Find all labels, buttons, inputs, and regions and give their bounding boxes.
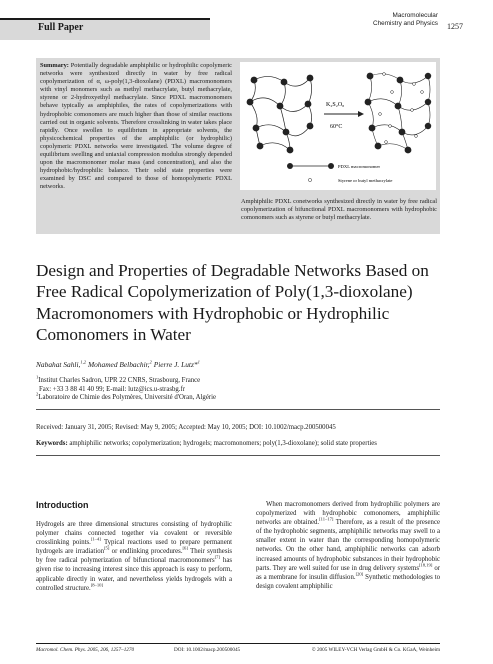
- page-number: 1257: [447, 22, 463, 31]
- keywords: [36, 440, 456, 447]
- introduction-left-column: [36, 520, 232, 593]
- footer-rule: [36, 643, 440, 644]
- affiliation-fax: Fax: +33 3 88 41 40 99; E-mail: lutz@ics.u-strasbg.fr: [39, 385, 186, 393]
- intro-text-3: or endlinking procedures.: [109, 548, 183, 556]
- reagent-label: K₂S₂O₈: [326, 102, 345, 108]
- legend-node-left: [287, 163, 293, 169]
- network-scheme-figure: [240, 62, 436, 190]
- keywords-list: amphiphilic networks; copolymerization; hydrogels; macromonomers; poly(1,3-dioxolane); solid state properties: [67, 440, 377, 447]
- affiliation-2: [36, 391, 456, 403]
- left-network-nodes: [247, 75, 314, 154]
- intro-ref-5: [8–10]: [90, 582, 103, 588]
- summary-text: [40, 62, 232, 192]
- author-3-affil: 1: [197, 359, 200, 365]
- author-list: [36, 360, 456, 369]
- legend-comonomer-dot: [308, 178, 311, 181]
- intro-text-1: Hydrogels are three dimensional structures consisting of hydrophilic polymer chains connected together via covalent or reversible crosslinking points.: [36, 521, 232, 547]
- author-2: Mohamed Belbachir,: [86, 360, 150, 369]
- article-title: Design and Properties of Degradable Networks Based on Free Radical Copolymerization of Poly(1,3-dioxolane) Macromonomers with Hydrophobic or Hydrophilic Comonomers in Water: [36, 261, 429, 345]
- reaction-arrow: [324, 102, 364, 130]
- section-label: Full Paper: [38, 22, 84, 33]
- graphical-abstract: [240, 62, 436, 190]
- intro-right-ref-1: [11–17]: [319, 516, 334, 522]
- intro-ref-1: [1–4]: [90, 536, 101, 542]
- journal-name-line1: Macromolecular: [392, 12, 438, 19]
- affiliation-1-num: 1: [36, 374, 39, 380]
- received-dates: Received: January 31, 2005; Revised: May 9, 2005; Accepted: May 10, 2005; DOI: 10.1002/macp.200500045: [36, 424, 336, 431]
- intro-text-4: Their synthesis by free radical polymerization of bifunctional macromonomers: [36, 548, 233, 565]
- journal-name: [300, 12, 438, 28]
- intro-right-text-3: or as a membrane for insulin diffusion.: [256, 564, 440, 581]
- keywords-label: Keywords:: [36, 440, 68, 447]
- summary-label: Summary:: [40, 62, 69, 69]
- affiliation-1: [36, 374, 456, 386]
- page-header: [0, 0, 493, 46]
- intro-ref-3: [6]: [182, 546, 188, 552]
- footer-doi: DOI: 10.1002/macp.200500045: [174, 647, 241, 653]
- intro-text-2: Typical reactions used to prepare permanent hydrogels are irradiation: [36, 539, 232, 556]
- figure-legend: [287, 163, 392, 183]
- intro-right-text-1: When macromonomers derived from hydrophilic polymers are copolymerized with hydrophobic comonomers, amphiphilic networks are obtained.: [256, 501, 440, 527]
- legend-comonomer-label: Styrene or butyl methacrylate: [338, 178, 393, 183]
- intro-right-text-2: Therefore, as a result of the presence of the hydrophobic segments, amphiphilic networks may swell to a smaller extent in water than the corresponding homopolymeric networks. On the other hand, amphiphilic networks can adsorb increased amounts of hydrophobic substances in their hydrophobic parts. They are well suited for use in drug delivery systems: [256, 519, 440, 572]
- intro-ref-4: [7]: [214, 555, 221, 561]
- legend-node-right: [328, 163, 334, 169]
- legend-macromonomer-label: PDXL macromonomer: [338, 164, 381, 169]
- intro-ref-2: [5]: [104, 546, 110, 552]
- footer-citation: Macromol. Chem. Phys. 2005, 206, 1257–1270: [36, 647, 135, 653]
- intro-right-text-4: Synthetic methodologies to design covalent amphiphilic: [256, 573, 440, 590]
- intro-text-5: has given rise to increasing interest since this approach is easy to perform, applicable directly in water, and nevertheless yields hydrogels with a controlled structure.: [36, 557, 232, 592]
- affiliations: [36, 374, 456, 403]
- introduction-right-column: [256, 500, 440, 591]
- intro-right-ref-2: [18,19]: [418, 562, 433, 568]
- temperature-label: 60°C: [330, 124, 343, 130]
- graphical-abstract-caption: Amphiphilic PDXL conetworks synthesized directly in water by free radical copolymerization of bifunctional PDXL macromonomers with hydrophobic comonomers such as styrene or butyl methacrylate.: [241, 198, 437, 222]
- intro-right-ref-3: [20]: [355, 571, 364, 577]
- divider-top: [36, 409, 440, 410]
- introduction-heading: Introduction: [36, 500, 89, 510]
- divider-bottom: [36, 455, 440, 456]
- right-network-nodes: [365, 73, 432, 154]
- affiliation-2-num: 2: [36, 391, 39, 397]
- intro-right-paragraph: [256, 500, 440, 591]
- summary-body: Potentially degradable amphiphilic or hydrophilic copolymeric networks were synthesized directly in water by free radical copolymerization of α, ω-poly(1,3-dioxolane) (PDXL) macromonomers with vinyl monomers such as methyl methacrylate, butyl methacrylate, styrene or 2-hydroxyethyl methacrylate. Since PDXL macromonomers behave typically as amphiphiles, the rates of copolymerizations with hydrophobic comonomers are much higher than those of similar reactions carried out in organic solvents. Therefore crosslinking in water takes place rapidly. Once swollen to equilibrium in appropriate solvents, the physicochemical properties of the amphiphilic (or hydrophilic) copolymeric PDXL networks were investigated. The volume degree of equilibrium swelling and uniaxial compression modulus strongly depended upon the macromonomer molar mass (and concentration), and also the hydrophobic/hydrophilic balance. Their solid state properties were examined by DSC and compared to those of homopolymeric PDXL networks.: [40, 62, 232, 191]
- author-2-affil: 2: [149, 359, 152, 365]
- section-label-bar: [0, 18, 210, 40]
- left-network-scheme: [250, 76, 312, 150]
- author-1-affil: 1,2: [80, 359, 87, 365]
- author-3: Pierre J. Lutz*: [151, 360, 198, 369]
- right-network-scheme: [368, 74, 430, 150]
- footer-copyright: © 2005 WILEY-VCH Verlag GmbH & Co. KGaA, Weinheim: [311, 647, 440, 653]
- page-footer: [36, 647, 440, 657]
- affiliation-1-text: Institut Charles Sadron, UPR 22 CNRS, Strasbourg, France: [38, 377, 201, 384]
- affiliation-2-text: Laboratoire de Chimie des Polymères, Université d'Oran, Algérie: [38, 394, 217, 402]
- author-1: Nabahat Sahli,: [36, 360, 81, 369]
- journal-name-line2: Chemistry and Physics: [373, 20, 438, 27]
